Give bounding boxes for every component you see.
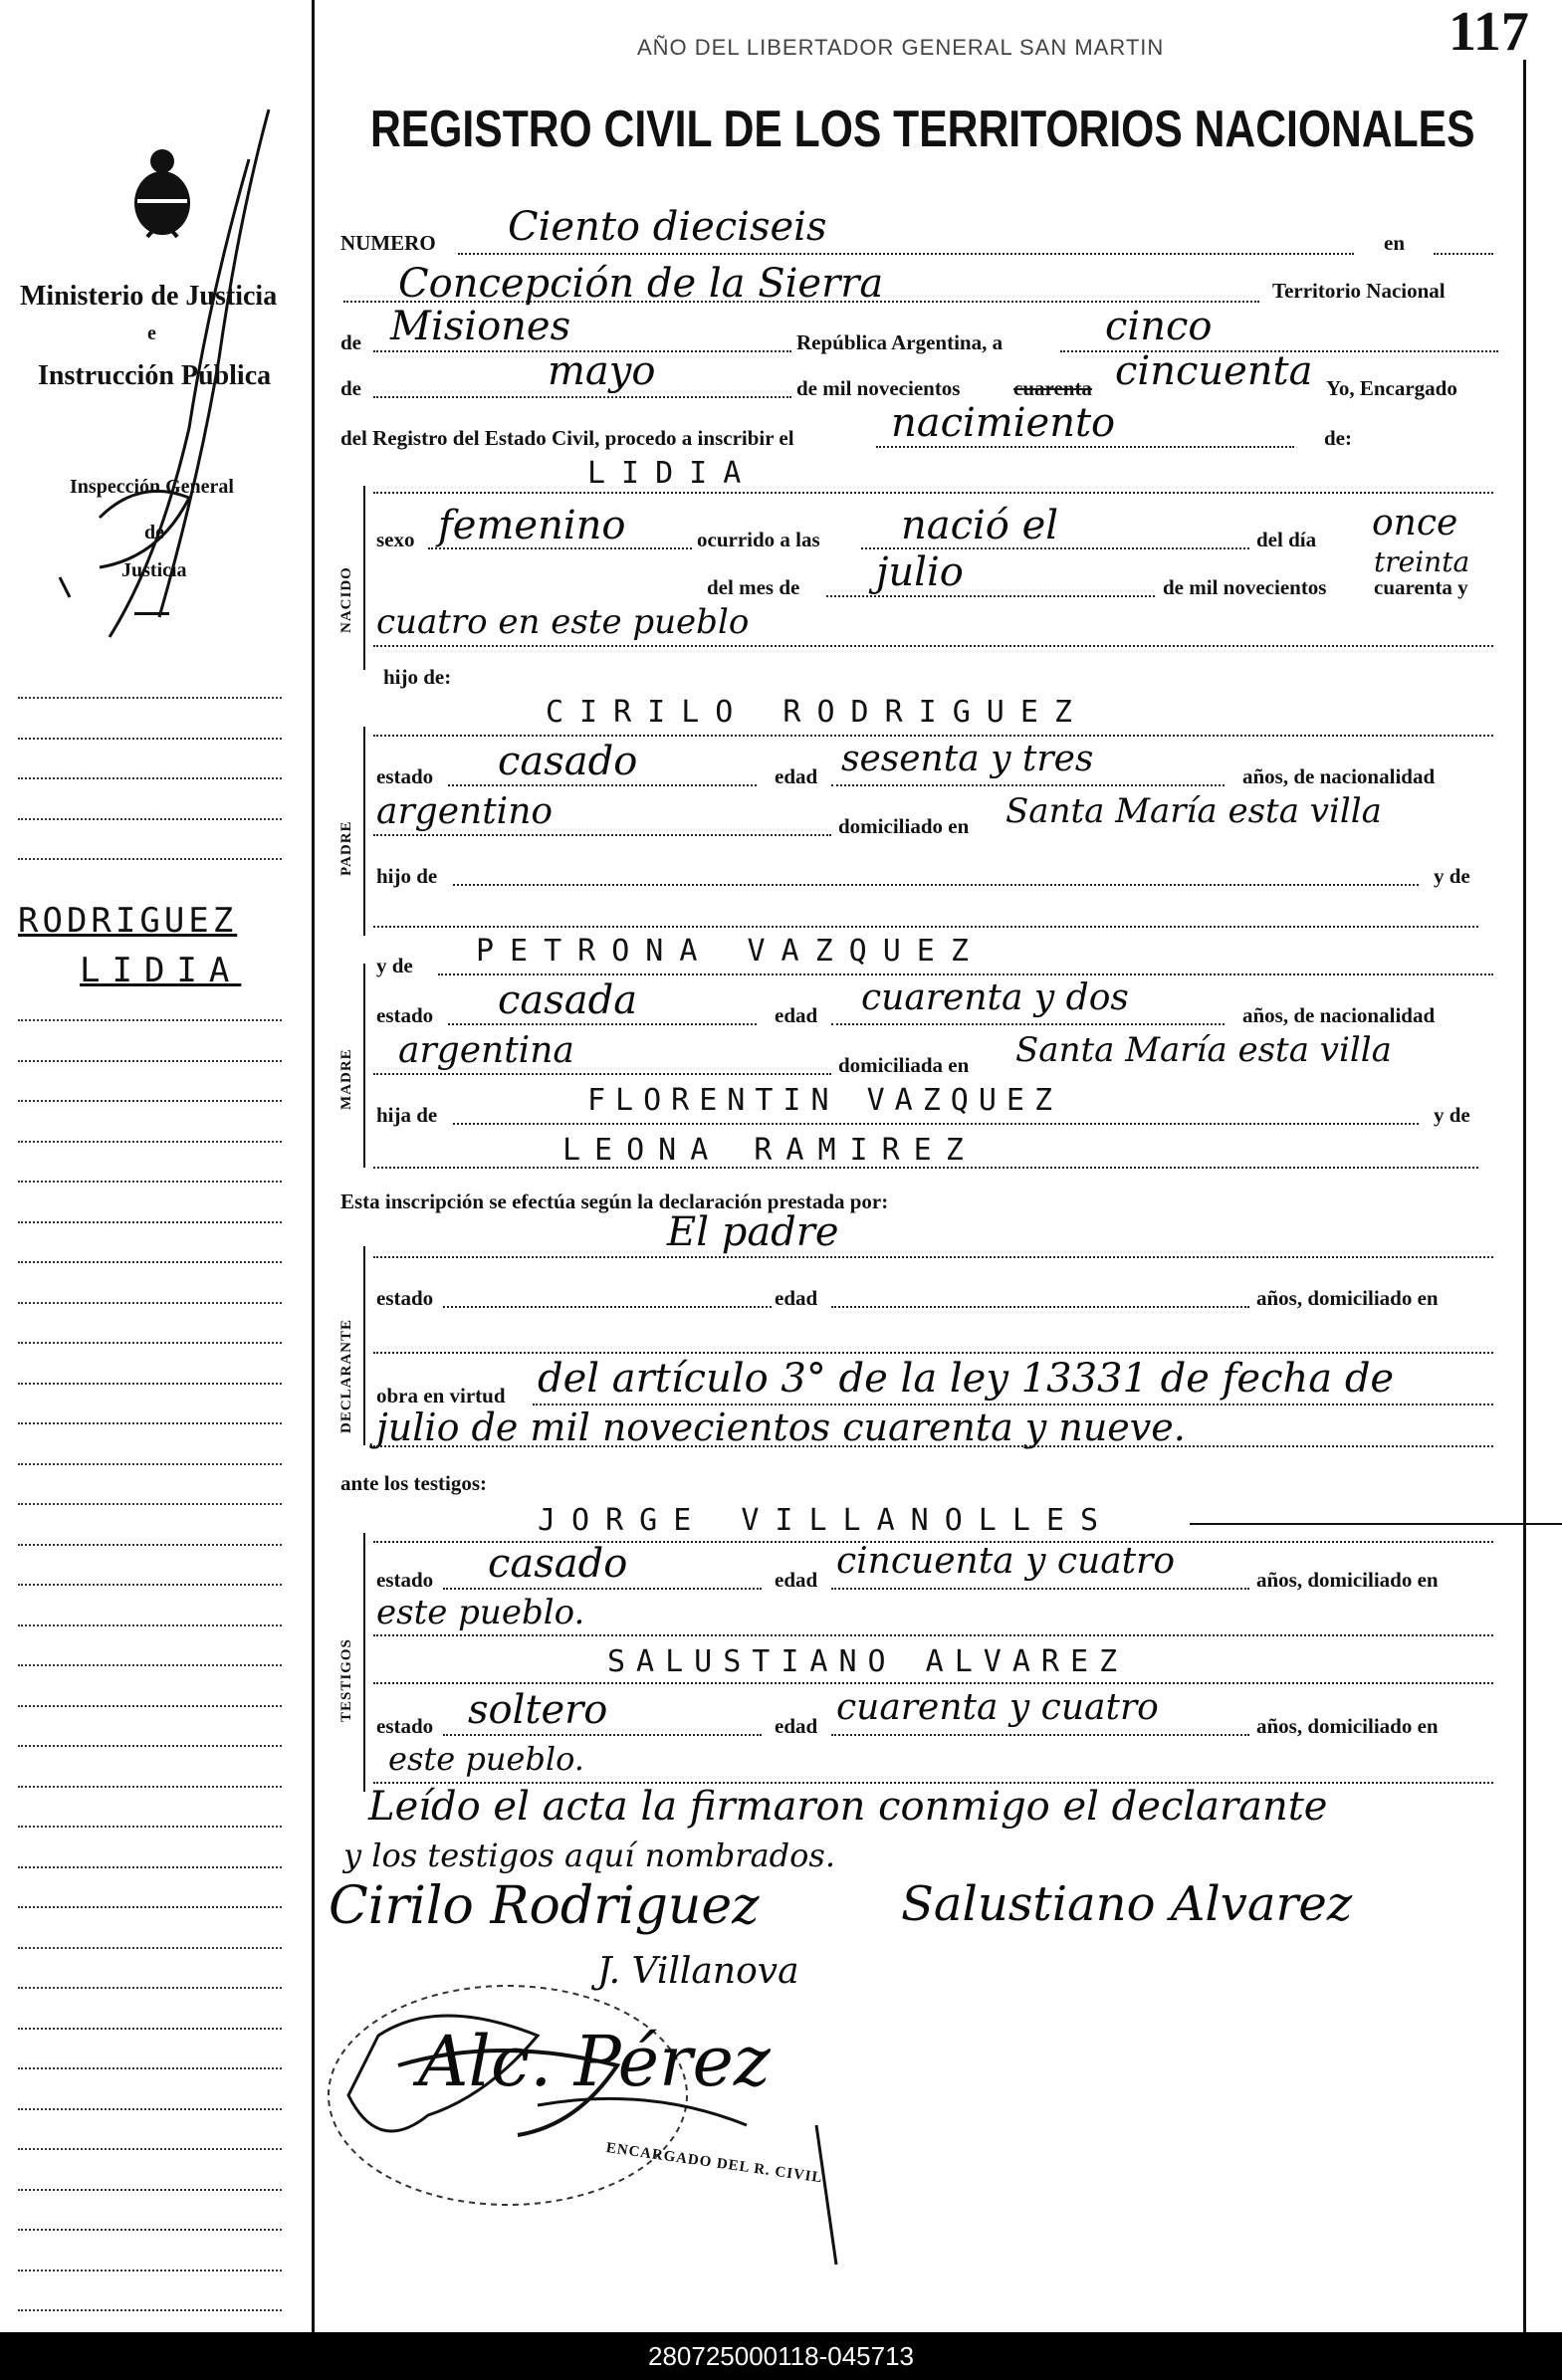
section-padre: PADRE (338, 820, 354, 876)
value-nombre: LIDIA (587, 456, 758, 491)
page-title: REGISTRO CIVIL DE LOS TERRITORIOS NACIONALES (370, 101, 1475, 158)
value-padre-nacionalidad: argentino (376, 791, 554, 832)
label-testigo1-edad: edad (775, 1568, 818, 1592)
value-madre-edad: cuarenta y dos (861, 977, 1129, 1018)
label-testigo2-edad: edad (775, 1714, 818, 1738)
line-madre-estado (448, 1023, 757, 1025)
label-sexo: sexo (376, 528, 415, 551)
document-id-footer: 280725000118-045713 (0, 2332, 1562, 2380)
line-declarante-estado (443, 1306, 772, 1308)
sidebar-ruled-line (18, 1422, 282, 1424)
sidebar-ruled-line (18, 2028, 282, 2030)
label-ocurrido: ocurrido a las (697, 528, 820, 551)
label-de-colon: de: (1324, 426, 1352, 450)
label-madre-domicilio: domiciliada en (838, 1053, 970, 1077)
sidebar-ruled-line (18, 818, 282, 820)
value-testigo1-edad: cincuenta y cuatro (836, 1541, 1176, 1582)
sidebar-ruled-line (18, 1624, 282, 1626)
ministry-title-2: Instrucción Pública (38, 360, 272, 391)
encargado-stamp-text: ENCARGADO DEL R. CIVIL (604, 2140, 824, 2187)
label-hijo-de: hijo de: (383, 665, 452, 689)
line-declarante-extra (373, 1352, 1493, 1354)
ministry-title: Ministerio de Justicia (20, 281, 278, 312)
label-yo-encargado: Yo, Encargado (1326, 376, 1457, 400)
sidebar-ruled-line (18, 2148, 282, 2150)
label-madre-hija-de: hija de (376, 1103, 438, 1127)
value-territorio: Misiones (390, 304, 571, 349)
sidebar-ruled-line (18, 1342, 282, 1344)
line-testigo1-dom (373, 1634, 1493, 1636)
label-de-mil-nov-nac: de mil novecientos (1163, 575, 1327, 599)
value-obra-linea2: julio de mil novecientos cuarenta y nueve. (376, 1406, 1186, 1449)
sidebar-ruled-line (18, 2108, 282, 2110)
value-madre-nacionalidad: argentina (398, 1030, 574, 1071)
value-cierre-2: y los testigos aquí nombrados. (343, 1837, 835, 1874)
value-cierre-1: Leído el acta la firmaron conmigo el declarante (368, 1784, 1328, 1830)
sidebar-ruled-line (18, 1987, 282, 1989)
sidebar-ruled-line (18, 1745, 282, 1747)
value-testigo1-domicilio: este pueblo. (376, 1593, 585, 1632)
label-testigo1-estado: estado (376, 1568, 434, 1592)
sidebar-ruled-line (18, 1100, 282, 1102)
margin-name: LIDIA (80, 951, 242, 990)
line-testigo2-edad (831, 1734, 1249, 1736)
inspection-justicia: Justicia (121, 559, 187, 581)
section-madre: MADRE (338, 1048, 354, 1110)
label-declarante-estado: estado (376, 1286, 434, 1310)
page-number: 117 (1449, 1, 1529, 63)
label-madre-edad: edad (775, 1003, 818, 1027)
line-madre-edad (831, 1023, 1225, 1025)
label-madre-estado: estado (376, 1003, 434, 1027)
value-lugar-nac: cuatro en este pueblo (376, 602, 750, 642)
sidebar-ruled-line (18, 1019, 282, 1021)
label-madre-nac: años, de nacionalidad (1242, 1003, 1436, 1027)
line-testigo1-edad (831, 1588, 1249, 1590)
margin-surname: RODRIGUEZ (18, 901, 238, 941)
line-nombre (373, 492, 1493, 494)
sidebar-ruled-line (18, 1503, 282, 1505)
line-sexo (428, 547, 692, 549)
line-padre-estado (448, 784, 757, 786)
line-padre-nombre (373, 735, 1493, 737)
line-padre-hijo (453, 884, 1419, 886)
label-numero: NUMERO (340, 231, 436, 255)
sidebar-ruled-line (18, 738, 282, 740)
sidebar-ruled-line (18, 2189, 282, 2191)
section-nacido: NACIDO (338, 566, 354, 633)
value-madre-domicilio: Santa María esta villa (1015, 1030, 1392, 1070)
label-declarante-edad: edad (775, 1286, 818, 1310)
sidebar-ruled-line (18, 1302, 282, 1304)
sidebar-ruled-line (18, 777, 282, 779)
signature-testigo-2: J. Villanova (597, 1951, 799, 1992)
value-testigo2-estado: soltero (468, 1687, 608, 1733)
label-cuarenta-struck: cuarenta (1013, 376, 1092, 400)
line-lugar-nac (373, 645, 1493, 647)
sidebar-ruled-line (18, 2270, 282, 2272)
sidebar-ruled-line (18, 1060, 282, 1062)
label-obra-en-virtud: obra en virtud (376, 1384, 506, 1407)
value-testigo1-estado: casado (488, 1541, 628, 1587)
line-declarante-edad (831, 1306, 1249, 1308)
sidebar-ruled-line (18, 2309, 282, 2311)
line-madre-hija (453, 1123, 1419, 1125)
value-madre-madre: LEONA RAMIREZ (562, 1133, 978, 1168)
line-mes (373, 396, 791, 398)
value-testigo2-domicilio: este pueblo. (388, 1740, 584, 1778)
label-del-dia: del día (1256, 528, 1317, 551)
right-border (1523, 60, 1526, 2332)
label-del-mes: del mes de (707, 575, 800, 599)
label-de-mil-novecientos: de mil novecientos (796, 376, 961, 400)
value-anio-mod: treinta (1374, 545, 1470, 578)
value-declarante: El padre (667, 1209, 839, 1255)
sidebar-ruled-line (18, 1786, 282, 1788)
sidebar-ruled-line (18, 697, 282, 699)
value-acto: nacimiento (891, 400, 1116, 446)
value-mes: mayo (548, 348, 656, 394)
signature-padre: Cirilo Rodriguez (329, 1876, 760, 1936)
value-obra-linea1: del artículo 3° de la ley 13331 de fecha de (538, 1356, 1395, 1402)
sidebar-ruled-line (18, 1705, 282, 1707)
label-testigo2-dom: años, domiciliado en (1256, 1714, 1439, 1738)
value-padre-domicilio: Santa María esta villa (1005, 791, 1382, 831)
sidebar-ruled-line (18, 1221, 282, 1223)
label-del-registro: del Registro del Estado Civil, procedo a inscribir el (340, 426, 794, 450)
label-padre-hijo-de: hijo de (376, 864, 438, 888)
value-madre-nombre: PETRONA VAZQUEZ (476, 934, 985, 969)
line-padre-nac (373, 834, 831, 836)
label-padre-estado: estado (376, 764, 434, 788)
value-testigo2-edad: cuarenta y cuatro (836, 1687, 1159, 1728)
sidebar-ruled-line (18, 1584, 282, 1586)
inspection-title: Inspección General (70, 476, 234, 498)
value-dia-nac: once (1372, 503, 1458, 543)
sidebar-ruled-line (18, 2229, 282, 2231)
sidebar-ruled-line (18, 1261, 282, 1263)
value-padre-nombre: CIRILO RODRIGUEZ (546, 695, 1088, 730)
sidebar-ruled-line (18, 1664, 282, 1666)
value-localidad: Concepción de la Sierra (398, 261, 884, 307)
label-en: en (1384, 231, 1405, 255)
label-padre-domicilio: domiciliado en (838, 814, 970, 838)
inspection-de: de (144, 522, 164, 543)
value-padre-estado: casado (498, 739, 638, 784)
value-testigo1-nombre: JORGE VILLANOLLES (538, 1503, 1115, 1538)
sidebar-ruled-line (18, 1544, 282, 1546)
madre-bracket (363, 964, 365, 1168)
sidebar-ruled-line (18, 1826, 282, 1828)
line-madre-nac (373, 1073, 831, 1075)
value-mes-nac: julio (876, 549, 964, 595)
sidebar-ruled-line (18, 1866, 282, 1868)
right-edge-mark (1190, 1523, 1562, 1525)
line-declarante (373, 1256, 1493, 1258)
sidebar-ruled-line (18, 2067, 282, 2069)
header-stamp: AÑO DEL LIBERTADOR GENERAL SAN MARTIN (637, 35, 1165, 60)
label-y-de-madre: y de (376, 954, 413, 977)
label-declaracion: Esta inscripción se efectúa según la declaración prestada por: (340, 1190, 889, 1213)
sidebar-ruled-line (18, 1906, 282, 1908)
label-testigo1-dom: años, domiciliado en (1256, 1568, 1439, 1592)
sidebar-signature-scribble (40, 100, 299, 662)
label-territorio: Territorio Nacional (1272, 279, 1446, 303)
label-declarante-dom: años, domiciliado en (1256, 1286, 1439, 1310)
value-padre-edad: sesenta y tres (841, 739, 1094, 779)
label-padre-nac: años, de nacionalidad (1242, 764, 1436, 788)
line-testigo2-estado (443, 1734, 762, 1736)
label-padre-y-de: y de (1434, 864, 1470, 888)
value-sexo: femenino (438, 503, 626, 548)
testigos-bracket (363, 1533, 365, 1792)
label-madre-y-de: y de (1434, 1103, 1470, 1127)
value-testigo2-nombre: SALUSTIANO ALVAREZ (607, 1644, 1129, 1679)
value-madre-estado: casada (498, 977, 638, 1023)
sidebar-ruled-line (18, 1181, 282, 1183)
sidebar-ruled-line (18, 1383, 282, 1385)
section-testigos: TESTIGOS (338, 1638, 354, 1722)
sidebar-ruled-line (18, 1463, 282, 1465)
value-anio: cincuenta (1115, 348, 1313, 394)
value-numero: Ciento dieciseis (508, 204, 827, 250)
value-dia: cinco (1105, 304, 1213, 349)
line-padre-abuela (373, 926, 1478, 928)
signature-encargado: Alc. Pérez (418, 2021, 771, 2102)
label-padre-edad: edad (775, 764, 818, 788)
label-cuarenta-y: cuarenta y (1374, 575, 1468, 599)
line-testigo1-estado (443, 1588, 762, 1590)
sidebar-ruled-line (18, 1947, 282, 1949)
line-testigo2 (373, 1682, 1493, 1684)
signature-testigo: Salustiano Alvarez (901, 1876, 1353, 1932)
section-declarante: DECLARANTE (338, 1318, 354, 1433)
value-hora: nació el (901, 503, 1059, 548)
ministry-conjunction: e (147, 323, 156, 344)
sidebar-ruled-line (18, 858, 282, 860)
label-republica: República Argentina, a (796, 330, 1004, 354)
label-ante-testigos: ante los testigos: (340, 1471, 487, 1495)
label-testigo2-estado: estado (376, 1714, 434, 1738)
margin-divider (312, 0, 315, 2332)
line-localidad (343, 301, 1259, 303)
value-madre-padre: FLORENTIN VAZQUEZ (587, 1083, 1063, 1118)
line-madre-nombre (438, 974, 1493, 975)
label-de-1: de (340, 330, 361, 354)
line-acto (876, 446, 1294, 448)
line-madre-abuela (373, 1167, 1478, 1169)
nacido-bracket (363, 486, 365, 670)
line-obra-2 (373, 1445, 1493, 1447)
padre-bracket (363, 727, 365, 936)
label-de-2: de (340, 376, 361, 400)
line-numero (458, 253, 1354, 255)
sidebar-ruled-line (18, 1141, 282, 1143)
line-mes-nac (826, 595, 1155, 597)
line-padre-edad (831, 784, 1225, 786)
declarante-bracket (363, 1246, 365, 1445)
line-en (1434, 253, 1493, 255)
